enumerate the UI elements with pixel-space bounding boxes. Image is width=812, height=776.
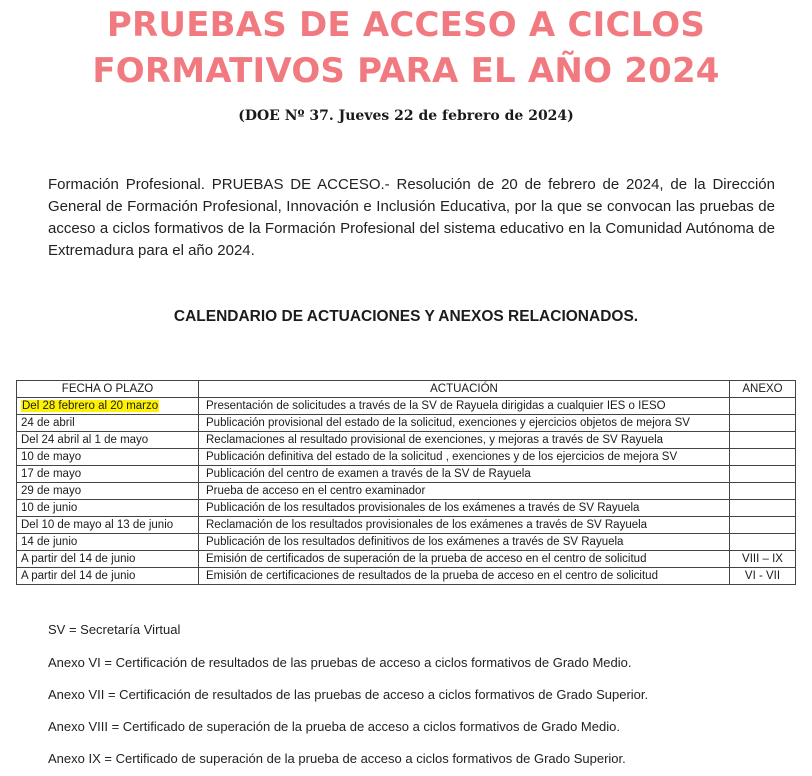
row-anexo [730, 500, 796, 517]
row-fecha: 24 de abril [17, 415, 199, 432]
table-row [17, 466, 796, 483]
row-anexo: VI - VII [730, 568, 796, 585]
row-actuacion: Publicación del centro de examen a través de la SV de Rayuela [199, 466, 730, 483]
row-anexo [730, 432, 796, 449]
row-actuacion: Reclamación de los resultados provisionales de los exámenes a través de SV Rayuela [199, 517, 730, 534]
table-header-row [17, 381, 796, 398]
note-sv: SV = Secretaría Virtual [48, 622, 181, 637]
row-fecha: 29 de mayo [17, 483, 199, 500]
note-anexo-vi: Anexo VI = Certificación de resultados de las pruebas de acceso a ciclos formativos de Grado Medio. [48, 655, 632, 670]
note-anexo-vii: Anexo VII = Certificación de resultados de las pruebas de acceso a ciclos formativos de Grado Superior. [48, 687, 649, 702]
row-actuacion: Emisión de certificados de superación de la prueba de acceso en el centro de solicitud [199, 551, 730, 568]
row-actuacion: Presentación de solicitudes a través de la SV de Rayuela dirigidas a cualquier IES o IESO [199, 398, 730, 415]
row-fecha: 10 de mayo [17, 449, 199, 466]
intro-paragraph: Formación Profesional. PRUEBAS DE ACCESO.- Resolución de 20 de febrero de 2024, de la Dirección General de Formación Profesional, Innovación e Inclusión Educativa, por la que se convocan las pruebas de acceso a ciclos formativos de la Formación Profesional del sistema educativo en la Comunidad Autónoma de Extremadura para el año 2024. [48, 176, 775, 259]
table-row [17, 483, 796, 500]
table-row [17, 449, 796, 466]
row-fecha: Del 24 abril al 1 de mayo [17, 432, 199, 449]
row-anexo [730, 466, 796, 483]
header-actuacion: ACTUACIÓN [199, 381, 730, 398]
row-anexo [730, 398, 796, 415]
header-anexo: ANEXO [730, 381, 796, 398]
calendar-heading: CALENDARIO DE ACTUACIONES Y ANEXOS RELACIONADOS. [173, 308, 639, 325]
row-fecha: Del 10 de mayo al 13 de junio [17, 517, 199, 534]
document-title-line-1: PRUEBAS DE ACCESO A CICLOS [106, 5, 706, 45]
document-title-line-2: FORMATIVOS PARA EL AÑO 2024 [92, 51, 720, 91]
row-actuacion: Publicación de los resultados definitivos de los exámenes a través de SV Rayuela [199, 534, 730, 551]
highlighted-date: Del 28 febrero al 20 marzo [22, 400, 159, 412]
row-fecha: 17 de mayo [17, 466, 199, 483]
table-row [17, 500, 796, 517]
table-row [17, 568, 796, 585]
table-row [17, 415, 796, 432]
row-actuacion: Prueba de acceso en el centro examinador [199, 483, 730, 500]
table-row [17, 534, 796, 551]
doe-reference: (DOE Nº 37. Jueves 22 de febrero de 2024) [238, 108, 574, 124]
row-fecha: 10 de junio [17, 500, 199, 517]
row-actuacion: Publicación definitiva del estado de la solicitud , exenciones y de los ejercicios de mejora SV [199, 449, 730, 466]
row-anexo [730, 483, 796, 500]
note-anexo-ix: Anexo IX = Certificado de superación de la prueba de acceso a ciclos formativos de Grado Superior. [48, 751, 626, 766]
calendar-table [16, 380, 796, 585]
table-row [17, 517, 796, 534]
row-anexo [730, 534, 796, 551]
row-anexo [730, 415, 796, 432]
table-row [17, 551, 796, 568]
row-anexo [730, 517, 796, 534]
note-anexo-viii: Anexo VIII = Certificado de superación de la prueba de acceso a ciclos formativos de Grado Medio. [48, 719, 620, 734]
row-actuacion: Publicación de los resultados provisionales de los exámenes a través de SV Rayuela [199, 500, 730, 517]
table-row [17, 432, 796, 449]
row-fecha: A partir del 14 de junio [17, 568, 199, 585]
row-fecha: 14 de junio [17, 534, 199, 551]
row-anexo: VIII – IX [730, 551, 796, 568]
header-fecha: FECHA O PLAZO [17, 381, 199, 398]
row-fecha: A partir del 14 de junio [17, 551, 199, 568]
table-row [17, 398, 796, 415]
row-actuacion: Emisión de certificaciones de resultados de la prueba de acceso en el centro de solicitud [199, 568, 730, 585]
row-fecha [17, 398, 199, 415]
row-actuacion: Reclamaciones al resultado provisional de exenciones, y mejoras a través de SV Rayuela [199, 432, 730, 449]
row-anexo [730, 449, 796, 466]
row-actuacion: Publicación provisional del estado de la solicitud, exenciones y ejercicios objetos de mejora SV [199, 415, 730, 432]
